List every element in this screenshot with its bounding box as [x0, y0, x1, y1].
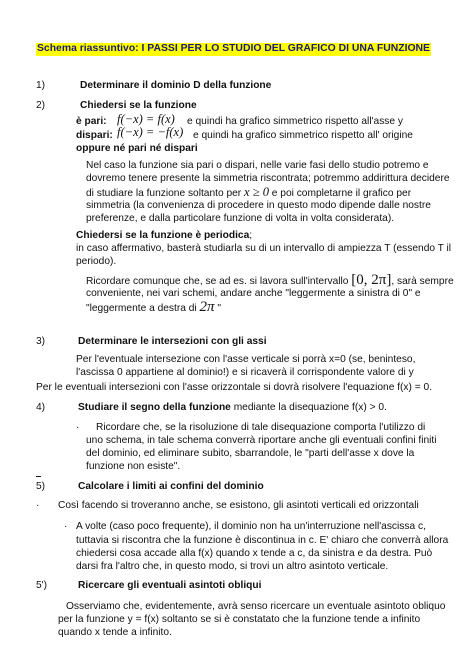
step-4-number: 4): [36, 402, 46, 413]
sign-note-line-2: uno schema, in tale schema converrà riportare anche gli eventuali confini finiti: [86, 435, 437, 446]
step-2-heading: Chiedersi se la funzione: [80, 100, 197, 111]
periodic-heading: Chiedersi se la funzione è periodica;: [76, 230, 253, 241]
oblique-line-2: per la funzione y = f(x) soltanto se si è constatato che la funzione tende a infinito: [58, 614, 421, 625]
periodic-text-line-1: in caso affermativo, basterà studiarla su di un intervallo di ampiezza T (essendo T il: [76, 243, 452, 254]
odd-label: dispari:: [76, 130, 113, 141]
limits-asymptotes-text: Così facendo si troveranno anche, se esistono, gli asintoti verticali ed orizzontali: [58, 500, 419, 511]
even-description: e quindi ha grafico simmetrico rispetto all'asse y: [187, 116, 403, 127]
discontinuity-line-3: chiedersi cosa accade alla f(x) quando x tende a c, da sinistra e da destra. Può: [76, 548, 433, 559]
symmetry-paragraph-line-4: simmetria (la convenienza di procedere in questo modo dipende dalle nostre: [86, 200, 431, 211]
periodic-text-line-2: periodo).: [76, 256, 117, 267]
odd-description: e quindi ha grafico simmetrico rispetto all' origine: [193, 130, 413, 141]
step-3-number: 3): [36, 336, 46, 347]
step-5-bullet-2: ·: [64, 521, 68, 532]
interval-formula: [0, 2π]: [351, 272, 392, 288]
step-5-number: 5): [36, 481, 46, 492]
x-ge-zero-formula: x ≥ 0: [244, 185, 269, 199]
oblique-line-3: quando x tende a infinito.: [58, 627, 172, 638]
symmetry-paragraph-line-1: Nel caso la funzione sia pari o dispari, nelle varie fasi dello studio potremo e: [86, 160, 429, 171]
two-pi-formula: 2π: [199, 299, 215, 315]
interval-note-line-3: "leggermente a destra di 2π ": [86, 299, 221, 315]
even-label: è pari:: [76, 116, 107, 127]
step-4-bullet: ·: [76, 422, 80, 433]
oblique-line-1: Osserviamo che, evidentemente, avrà senso ricercare un eventuale asintoto obliquo: [66, 601, 446, 612]
sign-note-line-1: Ricordare che, se la risoluzione di tale disequazione comporta l'utilizzo di: [96, 422, 426, 433]
neither-label: oppure né pari né dispari: [76, 143, 198, 154]
sign-note-line-3: del dominio, ed eliminare subito, sbarrandole, le "parti dell'asse x dove la: [86, 448, 415, 459]
symmetry-paragraph-line-5: preferenze, e dalla particolare funzione di volta in volta considerata).: [86, 213, 395, 224]
step-4-heading: Studiare il segno della funzione mediante la disequazione f(x) > 0.: [78, 402, 387, 413]
intersection-vertical-line-2: l'ascissa 0 appartiene al dominio!) e si ricaverà il corrispondente valore di y: [76, 367, 414, 378]
step-5b-number: 5'): [36, 580, 48, 591]
page-title: Schema riassuntivo: I PASSI PER LO STUDIO DEL GRAFICO DI UNA FUNZIONE: [37, 43, 430, 54]
step-5-heading: Calcolare i limiti ai confini del dominio: [78, 481, 264, 492]
step-1-heading: Determinare il dominio D della funzione: [80, 80, 272, 91]
discontinuity-line-1: A volte (caso poco frequente), il dominio non ha un'interruzione nell'ascissa c,: [76, 521, 426, 532]
odd-formula: f(−x) = −f(x): [117, 125, 184, 139]
step-1-number: 1): [36, 80, 46, 91]
symmetry-paragraph-line-2: dovremo tenere presente la simmetria riscontrata; potremmo addirittura decidere: [86, 173, 450, 184]
intersection-vertical-line-1: Per l'eventuale intersezione con l'asse verticale si porrà x=0 (se, beninteso,: [76, 354, 416, 365]
discontinuity-line-2: tuttavia si riscontra che la funzione è discontinua in c. E' chiaro che converrà allora: [76, 535, 449, 546]
section-divider-mark: [36, 476, 41, 477]
even-formula: f(−x) = f(x): [117, 112, 175, 126]
step-2-number: 2): [36, 100, 46, 111]
step-5-bullet-1: ·: [36, 500, 40, 511]
interval-note-line-2: conveniente, nei vari schemi, andare anche "leggermente a sinistra di 0" e: [86, 288, 421, 299]
discontinuity-line-4: darsi fra l'altro che, in questo modo, si trovi un altro asintoto verticale.: [76, 561, 389, 572]
step-3-heading: Determinare le intersezioni con gli assi: [78, 336, 267, 347]
intersection-horizontal-text: Per le eventuali intersezioni con l'asse orizzontale si dovrà risolvere l'equazione f(x) = 0.: [36, 382, 433, 393]
sign-note-line-4: funzione non esiste".: [86, 461, 181, 472]
interval-note-line-1: Ricordare comunque che, se ad es. si lavora sull'intervallo [0, 2π], sarà sempre: [86, 272, 454, 288]
step-5b-heading: Ricercare gli eventuali asintoti obliqui: [78, 580, 262, 591]
symmetry-paragraph-line-3: di studiare la funzione soltanto per x ≥ 0 e poi completarne il grafico per: [86, 185, 412, 199]
